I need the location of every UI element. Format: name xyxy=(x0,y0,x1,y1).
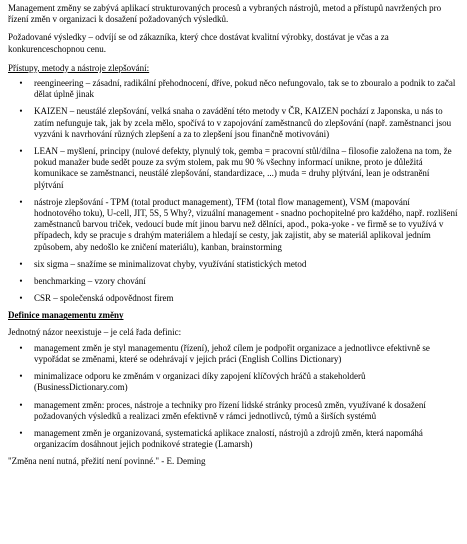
list-item-text: management změn je organizovaná, systematická aplikace znalostí, nástrojů a zdrojů změn, která napomáhá organizacím dosáhnout jejich podnikové strategie (Lamarsh) xyxy=(34,428,423,450)
bullet-icon: • xyxy=(19,258,23,269)
list-item xyxy=(8,146,459,191)
intro-paragraph: Management změny se zabývá aplikací strukturovaných procesů a vybraných nástrojů, metod a přístupů navržených pro řízení změn v organizaci k dosažení požadovaných výsledků. xyxy=(8,3,442,25)
bullet-icon: • xyxy=(19,106,23,117)
list-item-text: KAIZEN – neustálé zlepšování, velká snaha o zavádění této metody v ČR, KAIZEN pochází z Japonska, u nás to zatím nefunguje tak, jak by zcela mělo, spočívá to v zapojování zaměstnanců do zlepšování (např. zaměstnanci jsou vyzváni k navrhování různých zlepšení a za to zlepšení jsou finančně motivováni) xyxy=(34,106,452,139)
closing-quote: "Změna není nutná, přežití není povinné." - E. Deming xyxy=(8,455,206,466)
list-item-text: nástroje zlepšování - TPM (total product management), TFM (total flow management), VSM (mapování hodnotového toku), U-cell, JIT, 5S, 5 Why?, vizuální management - snadno pochopitelné pro každého, např. rozlišení zaměstnanců barvou triček, vedoucí bude mít jinou barvu než dělníci, apod., poka-yoke - ve firmě se to využívá v případech, kdy se pracuje s drahým materiálem a hledají se cesty, jak zajistit, aby se materiál aplikoval jedním způsobem, aby nedošlo ke zničení materiálu), kanban, brainstorming xyxy=(34,196,458,252)
list-item xyxy=(8,293,459,304)
bullet-icon: • xyxy=(19,276,23,287)
list-item xyxy=(8,400,459,422)
list-item xyxy=(8,428,459,450)
results-paragraph: Požadované výsledky – odvíjí se od zákazníka, který chce dostávat kvalitní výrobky, dostávat je včas a za konkurenceschopnou cenu. xyxy=(8,32,389,54)
list-item xyxy=(8,106,459,140)
bullet-icon: • xyxy=(19,399,23,410)
list-item xyxy=(8,197,459,253)
list-item-text: management změn: proces, nástroje a techniky pro řízení lidské stránky procesů změn, využívané k dosažení požadovaných výsledků a realizaci změn efektivně v rámci jednotlivců, týmů a širších systémů xyxy=(34,399,426,421)
list-item xyxy=(8,343,459,365)
definitions-intro: Jednotný názor neexistuje – je celá řada definic: xyxy=(8,326,182,337)
list-item-text: management změn je styl managementu (řízení), jehož cílem je podpořit organizace a jednotlivce efektivně se vypořádat se změnami, které se odehrávají v jejich práci (English Collins Dictionary) xyxy=(34,342,430,365)
bullet-icon: • xyxy=(19,428,23,439)
list-item xyxy=(8,259,459,270)
list-item xyxy=(8,371,459,393)
bullet-icon: • xyxy=(19,146,23,157)
list-item-text: benchmarking – vzory chování xyxy=(34,276,146,287)
list-item-text: reengineering – zásadní, radikální přehodnocení, dříve, pokud něco nefungovalo, tak se to zbouralo a podnik to začal dělat úplně jinak xyxy=(34,78,456,100)
tools-list xyxy=(8,78,459,304)
tools-heading: Přístupy, metody a nástroje zlepšování: xyxy=(8,62,150,73)
list-item xyxy=(8,276,459,287)
list-item xyxy=(8,78,459,100)
list-item-text: LEAN – myšlení, principy (nulové defekty, plynulý tok, gemba = pracovní stůl/dílna – filosofie založena na tom, že pokud manažer bude sedět pouze za svým stolem, pak mu 90 % všechny informací unikne, proto je důležitá komunikace se zaměstnanci, neustálé zlepšování, standardizace, ...) muda = druhy plýtvání, lean je odstranění plýtvání xyxy=(34,146,452,190)
list-item-text: minimalizace odporu ke změnám v organizaci díky zapojení klíčových hráčů a stakeholderů (BusinessDictionary.com) xyxy=(34,371,366,393)
bullet-icon: • xyxy=(19,78,23,89)
definitions-list xyxy=(8,343,459,451)
list-item-text: six sigma – snažíme se minimalizovat chyby, využívání statistických metod xyxy=(34,258,307,269)
bullet-icon: • xyxy=(19,196,23,207)
bullet-icon: • xyxy=(19,342,23,353)
bullet-icon: • xyxy=(19,371,23,382)
bullet-icon: • xyxy=(19,293,23,304)
definitions-heading: Definice managementu změny xyxy=(8,310,124,321)
list-item-text: CSR – společenská odpovědnost firem xyxy=(34,293,174,304)
